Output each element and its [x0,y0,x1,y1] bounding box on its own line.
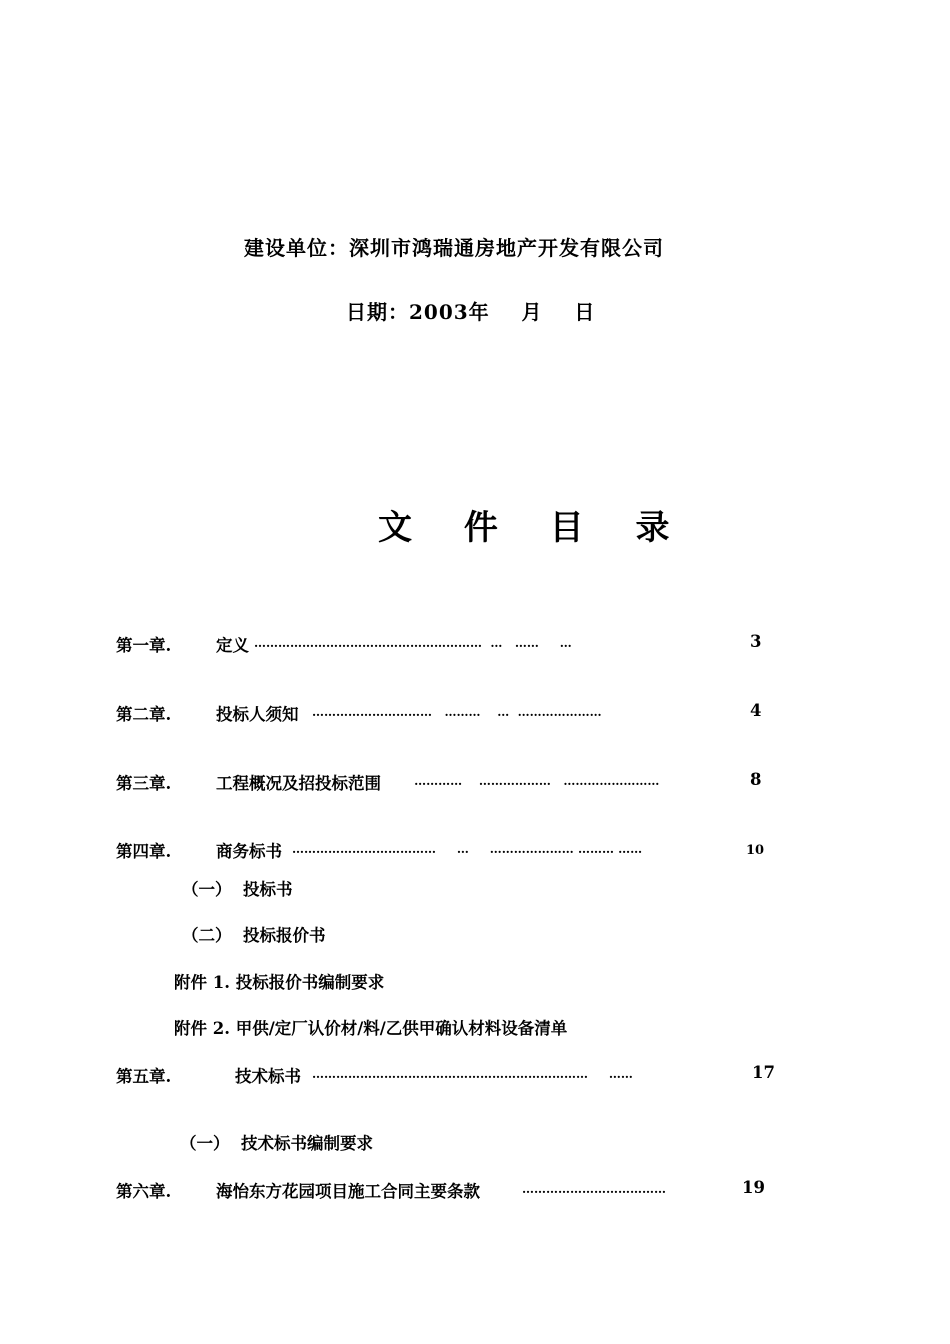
toc-chapter-number: 第三章. [116,774,172,793]
toc-chapter-number: 第六章. [116,1182,172,1201]
toc-page-number: 19 [742,1178,765,1197]
toc-leader: ……………………………… … ………………… ……… …… [292,842,643,856]
toc-chapter-label: 投标人须知 [216,705,299,724]
toc-chapter-number: 第四章. [116,842,172,861]
toc-chapter-number: 第二章. [116,705,172,724]
toc-entry-3[interactable] [0,770,950,794]
toc-leader: …………………………………………………………… …… [312,1067,633,1081]
toc-chapter-label: 工程概况及招投标范围 [216,774,381,793]
toc-entry-1[interactable] [0,632,950,656]
page-title: 文 件 目 录 [378,508,690,548]
toc-chapter-label: 定义 [216,636,249,655]
toc-sub-entry[interactable]: 附件 1. 投标报价书编制要求 [174,973,385,992]
toc-leader: ………………………… ……… … ………………… [312,705,602,719]
toc-sub-entry[interactable]: （二） 投标报价书 [182,926,326,945]
date-line: 日期：2003年 月 日 [346,300,596,324]
toc-entry-2[interactable] [0,701,950,725]
toc-page-number: 10 [746,843,765,858]
toc-page-number: 3 [750,632,762,651]
toc-sub-entry[interactable]: （一） 投标书 [182,880,293,899]
toc-sub-entry[interactable]: （一） 技术标书编制要求 [180,1134,373,1153]
toc-entry-6[interactable] [0,1178,950,1202]
toc-chapter-number: 第一章. [116,636,172,655]
toc-leader: ………………………………………………… … …… … [254,636,572,650]
toc-page-number: 17 [752,1063,775,1082]
toc-page-number: 4 [750,701,762,720]
toc-sub-entry[interactable]: 附件 2. 甲供/定厂认价材/料/乙供甲确认材料设备清单 [174,1019,568,1038]
owner-line: 建设单位：深圳市鸿瑞通房地产开发有限公司 [244,236,664,260]
toc-entry-5[interactable] [0,1063,950,1087]
toc-leader: ……………………………… [522,1182,666,1196]
toc-chapter-label: 商务标书 [216,842,282,861]
toc-leader: ………… ……………… …………………… [410,774,660,788]
toc-chapter-label: 技术标书 [235,1067,301,1086]
toc-chapter-label: 海怡东方花园项目施工合同主要条款 [216,1182,480,1201]
toc-entry-4[interactable] [0,838,950,862]
toc-page-number: 8 [750,770,762,789]
toc-chapter-number: 第五章. [116,1067,172,1086]
